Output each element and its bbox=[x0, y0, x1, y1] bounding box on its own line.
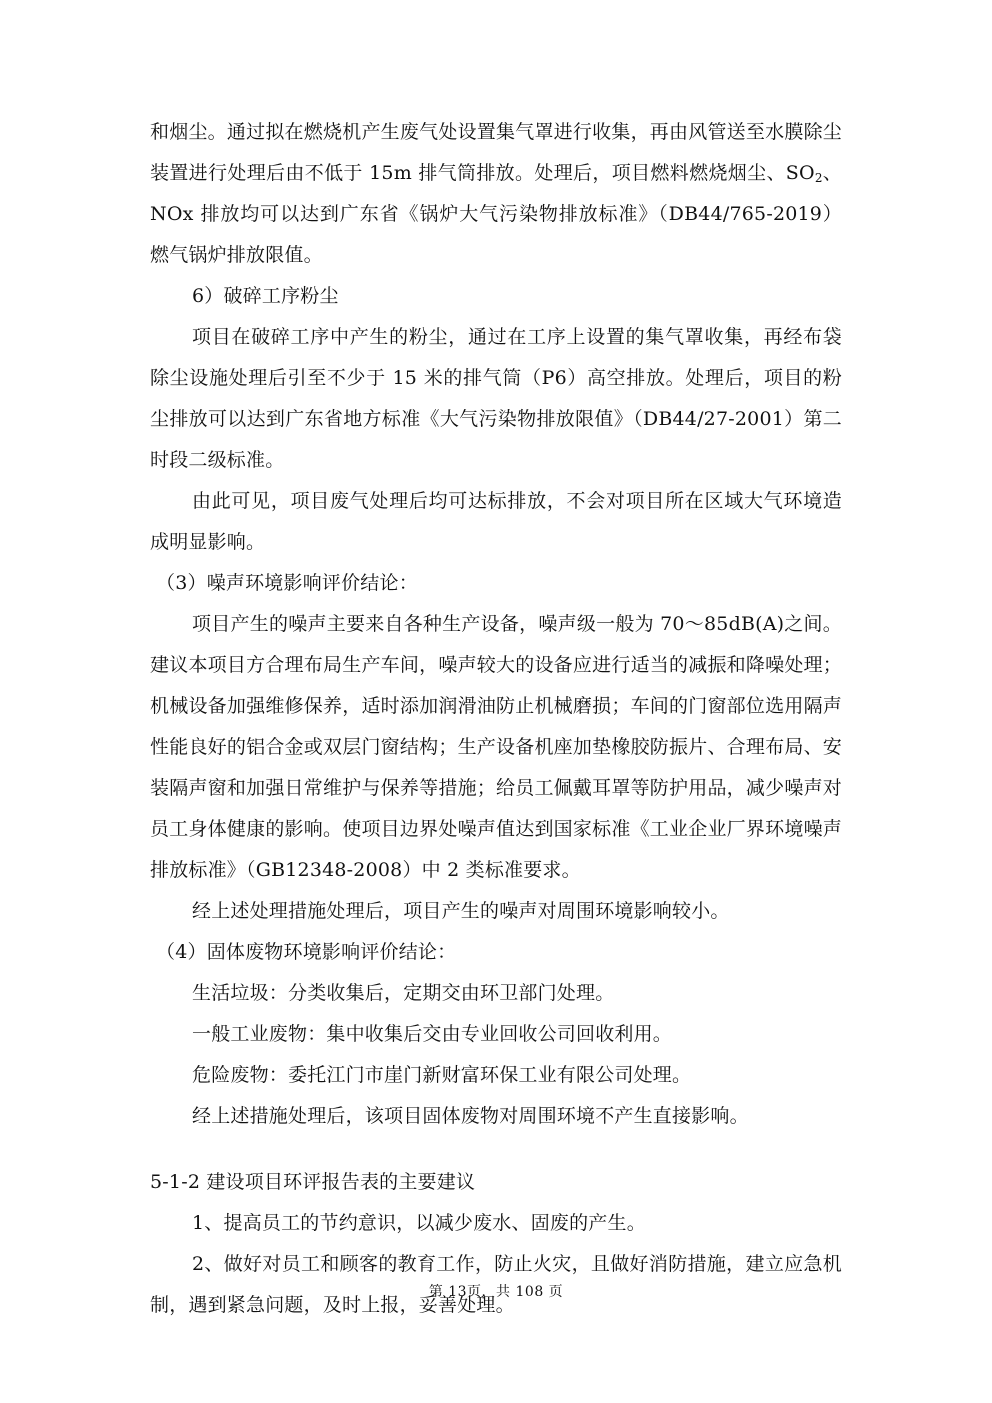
heading-crushing-dust: 6）破碎工序粉尘 bbox=[192, 285, 339, 307]
paragraph-boiler-emissions-post: 、NOx 排放均可以达到广东省《锅炉大气污染物排放标准》（DB44/765-2019）燃气锅炉排放限值。 bbox=[150, 162, 842, 266]
paragraph-crushing-dust: 项目在破碎工序中产生的粉尘，通过在工序上设置的集气罩收集，再经布袋除尘设施处理后引至不少于 15 米的排气筒（P6）高空排放。处理后，项目的粉尘排放可以达到广东省地方标准《大气污染物排放限值》（DB44/27-2001）第二时段二级标准。 bbox=[150, 326, 842, 471]
section-title-suggestions: 5-1-2 建设项目环评报告表的主要建议 bbox=[150, 1171, 476, 1193]
paragraph-air-conclusion: 由此可见，项目废气处理后均可达标排放，不会对项目所在区域大气环境造成明显影响。 bbox=[150, 490, 842, 553]
paragraph-noise: 项目产生的噪声主要来自各种生产设备，噪声级一般为 70～85dB(A)之间。建议本项目方合理布局生产车间，噪声较大的设备应进行适当的减振和降噪处理；机械设备加强维修保养，适时添加润滑油防止机械磨损；车间的门窗部位选用隔声性能良好的铝合金或双层门窗结构；生产设备机座加垫橡胶防振片、合理布局、安装隔声窗和加强日常维护与保养等措施；给员工佩戴耳罩等防护用品，减少噪声对员工身体健康的影响。使项目边界处噪声值达到国家标准《工业企业厂界环境噪声排放标准》（GB12348-2008）中 2 类标准要求。 bbox=[150, 613, 842, 881]
paragraph-boiler-emissions bbox=[150, 112, 842, 276]
paragraph-noise-summary: 经上述处理措施处理后，项目产生的噪声对周围环境影响较小。 bbox=[192, 900, 730, 922]
so2-subscript: 2 bbox=[814, 171, 823, 185]
paragraph-domestic-waste: 生活垃圾：分类收集后，定期交由环卫部门处理。 bbox=[192, 982, 615, 1004]
suggestion-2: 2、做好对员工和顾客的教育工作，防止火灾，且做好消防措施，建立应急机制，遇到紧急问题，及时上报，妥善处理。 bbox=[150, 1253, 842, 1316]
paragraph-waste-summary: 经上述措施处理后，该项目固体废物对周围环境不产生直接影响。 bbox=[192, 1105, 749, 1127]
paragraph-hazardous-waste: 危险废物：委托江门市崖门新财富环保工业有限公司处理。 bbox=[192, 1064, 692, 1086]
heading-solid-waste-conclusion: （4）固体废物环境影响评价结论： bbox=[156, 941, 457, 963]
section-spacer bbox=[150, 1137, 842, 1162]
paragraph-boiler-emissions-pre: 和烟尘。通过拟在燃烧机产生废气处设置集气罩进行收集，再由风管送至水膜除尘装置进行处理后由不低于 15m 排气筒排放。处理后，项目燃料燃烧烟尘、SO bbox=[150, 121, 842, 184]
heading-noise-conclusion: （3）噪声环境影响评价结论： bbox=[156, 572, 418, 594]
document-body bbox=[150, 112, 842, 1326]
suggestion-1: 1、提高员工的节约意识，以减少废水、固废的产生。 bbox=[192, 1212, 646, 1234]
paragraph-industrial-waste: 一般工业废物：集中收集后交由专业回收公司回收利用。 bbox=[192, 1023, 673, 1045]
page-number-footer: 第 13页，共 108 页 bbox=[428, 1284, 564, 1300]
